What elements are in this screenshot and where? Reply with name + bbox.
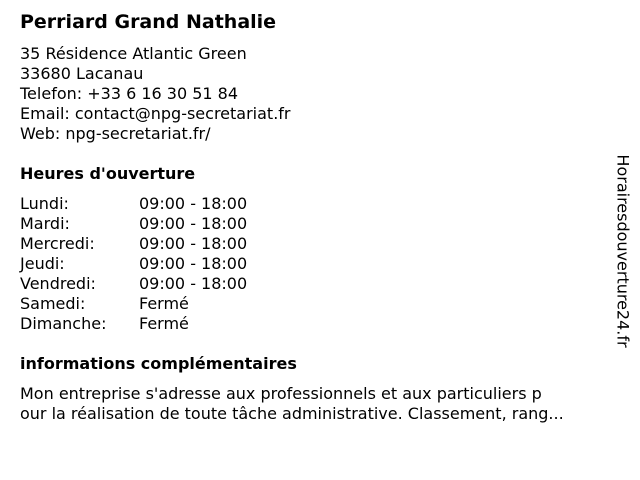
address-line-1: 35 Résidence Atlantic Green — [20, 44, 247, 63]
info-text-line-2: our la réalisation de toute tâche administrative. Classement, rang... — [20, 404, 564, 423]
hours-row-friday — [20, 274, 247, 294]
hours-time: 09:00 - 18:00 — [139, 214, 248, 233]
additional-info-heading: informations complémentaires — [20, 354, 297, 373]
phone-line: Telefon: +33 6 16 30 51 84 — [20, 84, 239, 103]
hours-day: Mardi: — [20, 214, 70, 233]
hours-row-monday — [20, 194, 247, 214]
hours-time: 09:00 - 18:00 — [139, 254, 248, 273]
address-line-2: 33680 Lacanau — [20, 64, 144, 83]
hours-row-sunday — [20, 314, 247, 334]
contact-block — [20, 44, 291, 144]
hours-row-wednesday — [20, 234, 247, 254]
additional-info-text — [20, 384, 620, 424]
site-watermark — [611, 135, 635, 367]
hours-day: Vendredi: — [20, 274, 96, 293]
hours-time: Fermé — [139, 314, 189, 333]
hours-row-tuesday — [20, 214, 247, 234]
hours-time: 09:00 - 18:00 — [139, 194, 248, 213]
hours-day: Lundi: — [20, 194, 69, 213]
hours-day: Dimanche: — [20, 314, 107, 333]
hours-time: 09:00 - 18:00 — [139, 234, 248, 253]
opening-hours-table — [20, 194, 247, 334]
web-line: Web: npg-secretariat.fr/ — [20, 124, 211, 143]
business-name: Perriard Grand Nathalie — [20, 11, 277, 33]
hours-day: Mercredi: — [20, 234, 95, 253]
hours-day: Samedi: — [20, 294, 86, 313]
hours-row-saturday — [20, 294, 247, 314]
hours-time: Fermé — [139, 294, 189, 313]
hours-time: 09:00 - 18:00 — [139, 274, 248, 293]
info-text-line-1: Mon entreprise s'adresse aux professionnels et aux particuliers p — [20, 384, 542, 403]
opening-hours-heading: Heures d'ouverture — [20, 164, 196, 183]
watermark-text: Horairesdouverture24.fr — [614, 154, 634, 348]
hours-day: Jeudi: — [20, 254, 65, 273]
email-line: Email: contact@npg-secretariat.fr — [20, 104, 291, 123]
hours-row-thursday — [20, 254, 247, 274]
